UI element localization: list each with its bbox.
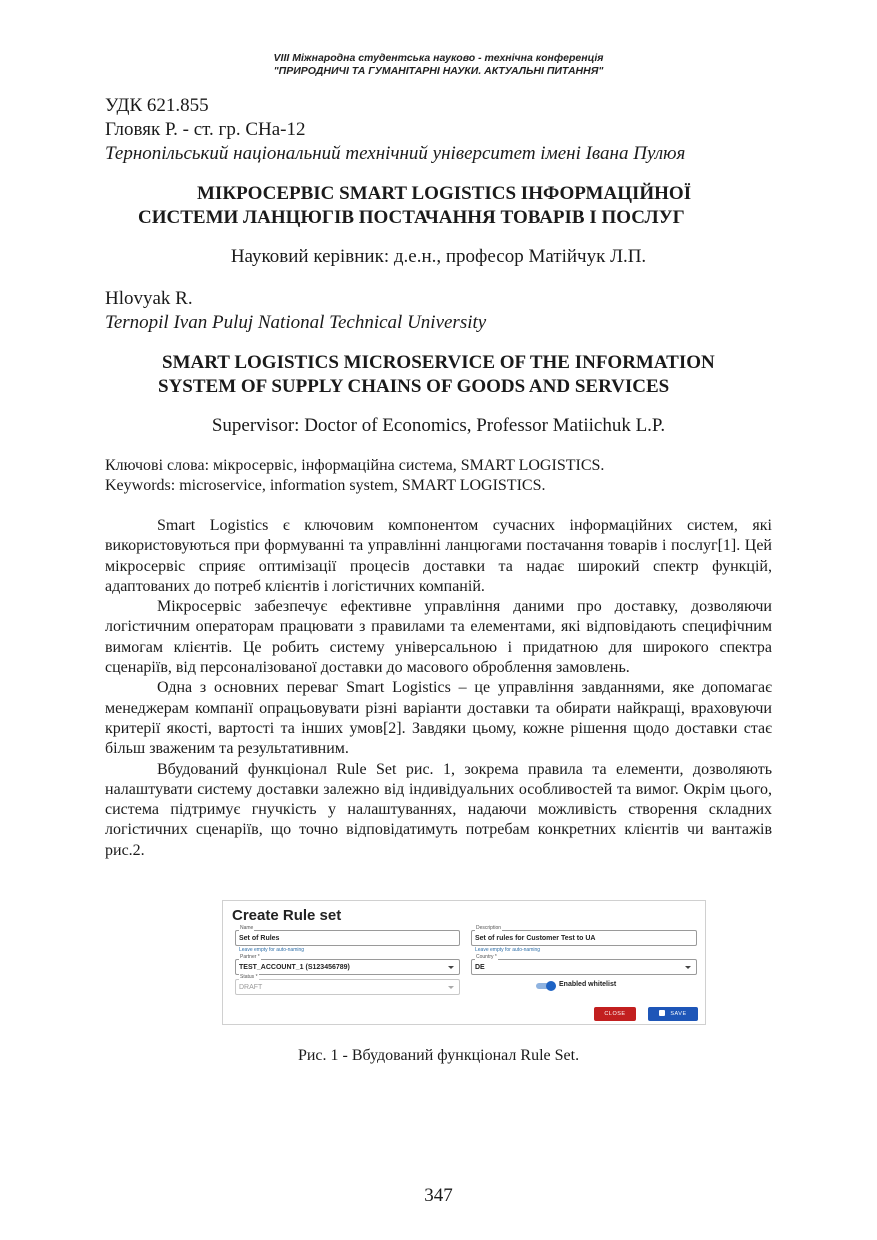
page-number: 347 — [424, 1185, 453, 1206]
partner-select-label: Partner * — [240, 954, 260, 960]
status-select-value: DRAFT — [239, 984, 263, 991]
udk: УДК 621.855 — [105, 95, 209, 116]
conference-header — [0, 52, 877, 78]
paragraph: Smart Logistics є ключовим компонентом сучасних інформаційних систем, які використовуються при формуванні та управлінні ланцюгами постачання товарів і послуг[1]. Цей мікросервіс сприяє оптимізації процесів доставки та надає широкий спектр функцій, адаптованих до потреб клієнтів і логістичних компаній. — [105, 517, 772, 595]
paragraph: Одна з основних переваг Smart Logistics – це управління завданнями, яке допомагає менеджерам компанії опрацьовувати різні варіанти доставки та обирати найкращі, враховуючи критерії якості, вартості та інших умов[2]. Завдяки цьому, кожне рішення щодо доставки стає більш зваженим та результативним. — [105, 679, 772, 758]
author-ua: Гловяк Р. - ст. гр. СНа-12 — [105, 119, 306, 140]
figure-caption: Рис. 1 - Вбудований функціонал Rule Set. — [297, 1047, 580, 1064]
author-en: Hlovyak R. — [105, 288, 193, 309]
whitelist-toggle[interactable] — [536, 981, 556, 990]
name-field-label: Name — [240, 925, 254, 931]
whitelist-toggle-label: Enabled whitelist — [559, 981, 617, 988]
close-button[interactable]: CLOSE — [594, 1007, 636, 1021]
conference-header-line2: "ПРИРОДНИЧІ ТА ГУМАНІТАРНІ НАУКИ. АКТУАЛЬНІ ПИТАННЯ" — [273, 65, 604, 77]
save-button-label: SAVE — [670, 1011, 687, 1017]
save-icon — [659, 1010, 665, 1016]
description-helper-text: Leave empty for auto-naming — [475, 947, 541, 953]
affiliation-en: Ternopil Ivan Puluj National Technical University — [105, 312, 487, 333]
supervisor-ua: Науковий керівник: д.е.н., професор Матійчук Л.П. — [230, 246, 647, 267]
chevron-down-icon[interactable] — [448, 966, 454, 969]
title-en-line1: SMART LOGISTICS MICROSERVICE OF THE INFORMATION — [162, 352, 715, 373]
paragraph: Вбудований функціонал Rule Set рис. 1, зокрема правила та елементи, дозволяють налаштувати систему доставки залежно від індивідуальних особливостей та вимог. Окрім цього, система підтримує гнучкість у налаштуваннях, надаючи можливість створення складних логістичних сценаріїв, що точно відповідатимуть потребам конкретних клієнтів чи вантажів рис.2. — [105, 760, 772, 859]
country-select-value: DE — [475, 964, 485, 971]
supervisor-en: Supervisor: Doctor of Economics, Professor Matiichuk L.P. — [211, 415, 666, 436]
name-field-value: Set of Rules — [239, 935, 280, 942]
partner-select[interactable] — [235, 954, 460, 975]
partner-select-value: TEST_ACCOUNT_1 (S123456789) — [239, 964, 350, 971]
toggle-knob — [546, 981, 556, 991]
keywords-en: Keywords: microservice, information system, SMART LOGISTICS. — [105, 477, 546, 494]
country-select-label: Country * — [476, 954, 497, 960]
title-en-line2: SYSTEM OF SUPPLY CHAINS OF GOODS AND SERVICES — [158, 376, 670, 397]
save-button[interactable] — [648, 1007, 698, 1021]
paragraph: Мікросервіс забезпечує ефективне управління даними про доставку, дозволяючи логістичним операторам працювати з правилами та елементами, які відповідають специфічним вимогам клієнтів. Це робить систему універсальною і придатною для широкого спектра сценаріїв, від персоналізованої доставки до масового оброблення замовлень. — [105, 598, 772, 677]
chevron-down-icon[interactable] — [685, 966, 691, 969]
affiliation-ua: Тернопільський національний технічний університет імені Івана Пулюя — [105, 143, 686, 164]
status-select[interactable] — [235, 974, 460, 995]
title-ua-line2: СИСТЕМИ ЛАНЦЮГІВ ПОСТАЧАННЯ ТОВАРІВ І ПОСЛУГ — [138, 207, 685, 228]
body-text — [105, 516, 772, 861]
name-helper-text: Leave empty for auto-naming — [239, 947, 305, 953]
description-field-value: Set of rules for Customer Test to UA — [475, 935, 596, 942]
keywords-ua: Ключові слова: мікросервіс, інформаційна система, SMART LOGISTICS. — [105, 457, 605, 474]
description-field-label: Description — [476, 925, 502, 931]
status-select-label: Status * — [240, 974, 258, 980]
conference-header-line1: VIII Міжнародна студентська науково - технічна конференція — [273, 52, 604, 64]
dialog-title: Create Rule set — [232, 907, 342, 924]
country-select[interactable] — [471, 954, 697, 975]
description-field[interactable] — [471, 925, 697, 946]
name-field[interactable] — [235, 925, 460, 946]
rule-set-figure — [222, 900, 706, 1025]
title-ua-line1: МІКРОСЕРВІС SMART LOGISTICS ІНФОРМАЦІЙНОЇ — [197, 183, 692, 204]
chevron-down-icon[interactable] — [448, 986, 454, 989]
